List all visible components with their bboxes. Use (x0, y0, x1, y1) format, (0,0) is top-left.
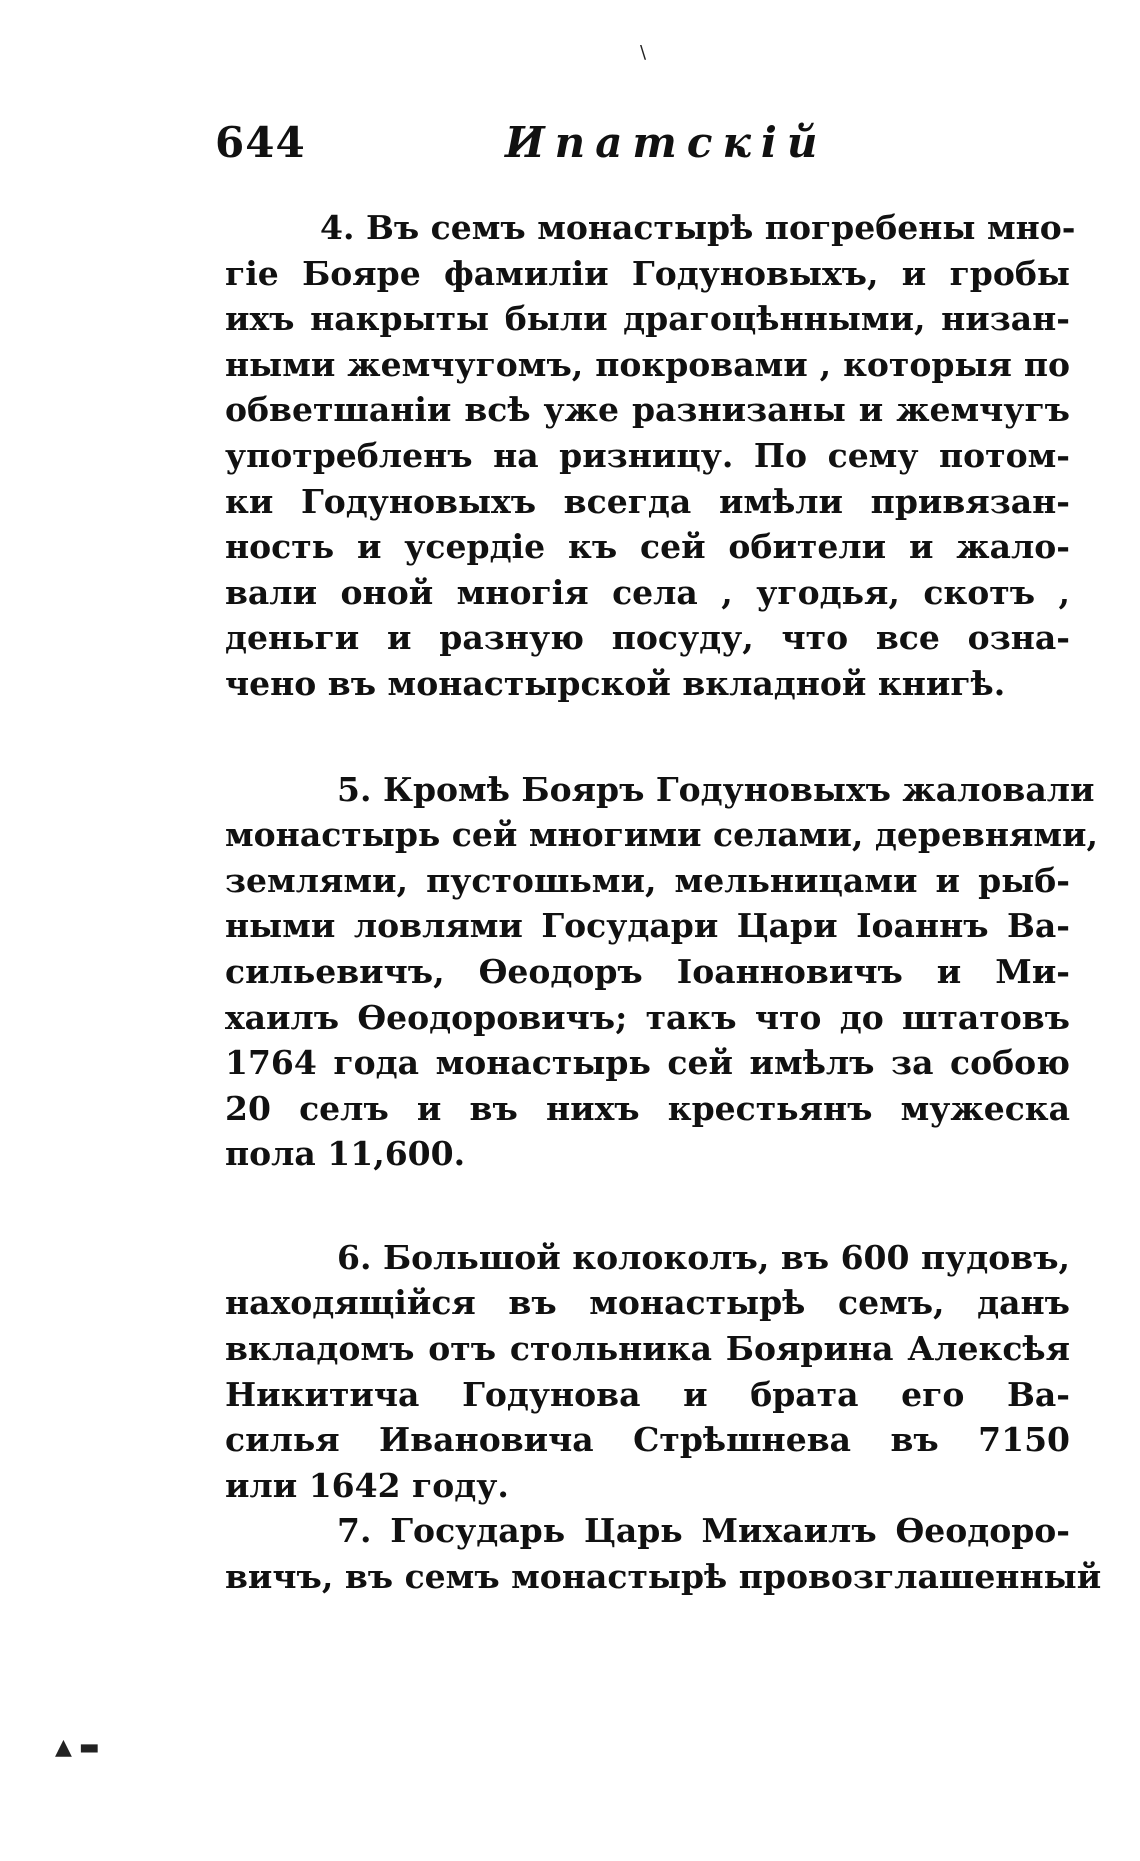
paragraph-7 (225, 1508, 1102, 1599)
text-line: ки Годуновыхъ всегда имѣли привязан- (225, 481, 1070, 521)
text-line: 5. Кромѣ Бояръ Годуновыхъ жаловали (337, 769, 1095, 809)
text-line: ными жемчугомъ, покровами , которыя по (225, 344, 1070, 384)
paragraph-4 (225, 205, 1076, 707)
page-body (225, 205, 1102, 1600)
text-line: гіе Бояре фамиліи Годуновыхъ, и гробы (225, 253, 1070, 293)
text-line: вали оной многія села , угодья, скотъ , (225, 572, 1070, 612)
paragraph-5 (225, 767, 1099, 1177)
paragraph-6 (225, 1235, 1070, 1509)
running-title: Ипатскій (505, 118, 828, 167)
page-header (215, 118, 1075, 178)
text-line: или 1642 году. (225, 1465, 509, 1505)
text-line: 4. Въ семъ монастырѣ погребены мно- (320, 208, 1076, 247)
page-number: 644 (215, 118, 306, 167)
text-line: деньги и разную посуду, что все озна- (225, 618, 1070, 658)
text-line: пола 11,600. (225, 1134, 466, 1174)
text-line: землями, пустошьми, мельницами и рыб- (225, 860, 1070, 900)
text-line: вкладомъ отъ стольника Боярина Алексѣя (225, 1329, 1070, 1369)
text-line: сильевичъ, Ѳеодоръ Іоанновичъ и Ми- (225, 951, 1070, 991)
text-line: ными ловлями Государи Цари Іоаннъ Ва- (225, 906, 1070, 946)
text-line: чено въ монастырской вкладной книгѣ. (225, 663, 1006, 703)
text-line: находящійся въ монастырѣ семъ, данъ (225, 1283, 1070, 1323)
text-line: ность и усердіе къ сей обители и жало- (225, 527, 1070, 567)
text-line: употребленъ на ризницу. По сему потом- (225, 435, 1070, 475)
text-line: монастырь сей многими селами, деревнями, (225, 815, 1099, 855)
text-line: Никитича Годунова и брата его Ва- (225, 1374, 1070, 1414)
paragraph-gap (225, 1177, 1070, 1235)
text-line: обветшаніи всѣ уже разнизаны и жемчугъ (225, 390, 1070, 430)
text-line: 6. Большой колоколъ, въ 600 пудовъ, (337, 1237, 1070, 1277)
text-line: силья Ивановича Стрѣшнева въ 7150 (225, 1420, 1070, 1460)
scan-speck: ▲ ▬ (55, 1735, 100, 1760)
text-line: 20 селъ и въ нихъ крестьянъ мужеска (225, 1088, 1070, 1128)
text-line: вичъ, въ семъ монастырѣ провозглашенный (225, 1557, 1102, 1597)
text-line: хаилъ Ѳеодоровичъ; такъ что до штатовъ (225, 997, 1070, 1037)
text-line: ихъ накрыты были драгоцѣнными, низан- (225, 299, 1070, 339)
scan-speck: \ (640, 42, 647, 63)
paragraph-gap (225, 707, 1070, 767)
text-line: 1764 года монастырь сей имѣлъ за собою (225, 1043, 1070, 1083)
text-line: 7. Государь Царь Михаилъ Ѳеодоро- (337, 1511, 1070, 1551)
